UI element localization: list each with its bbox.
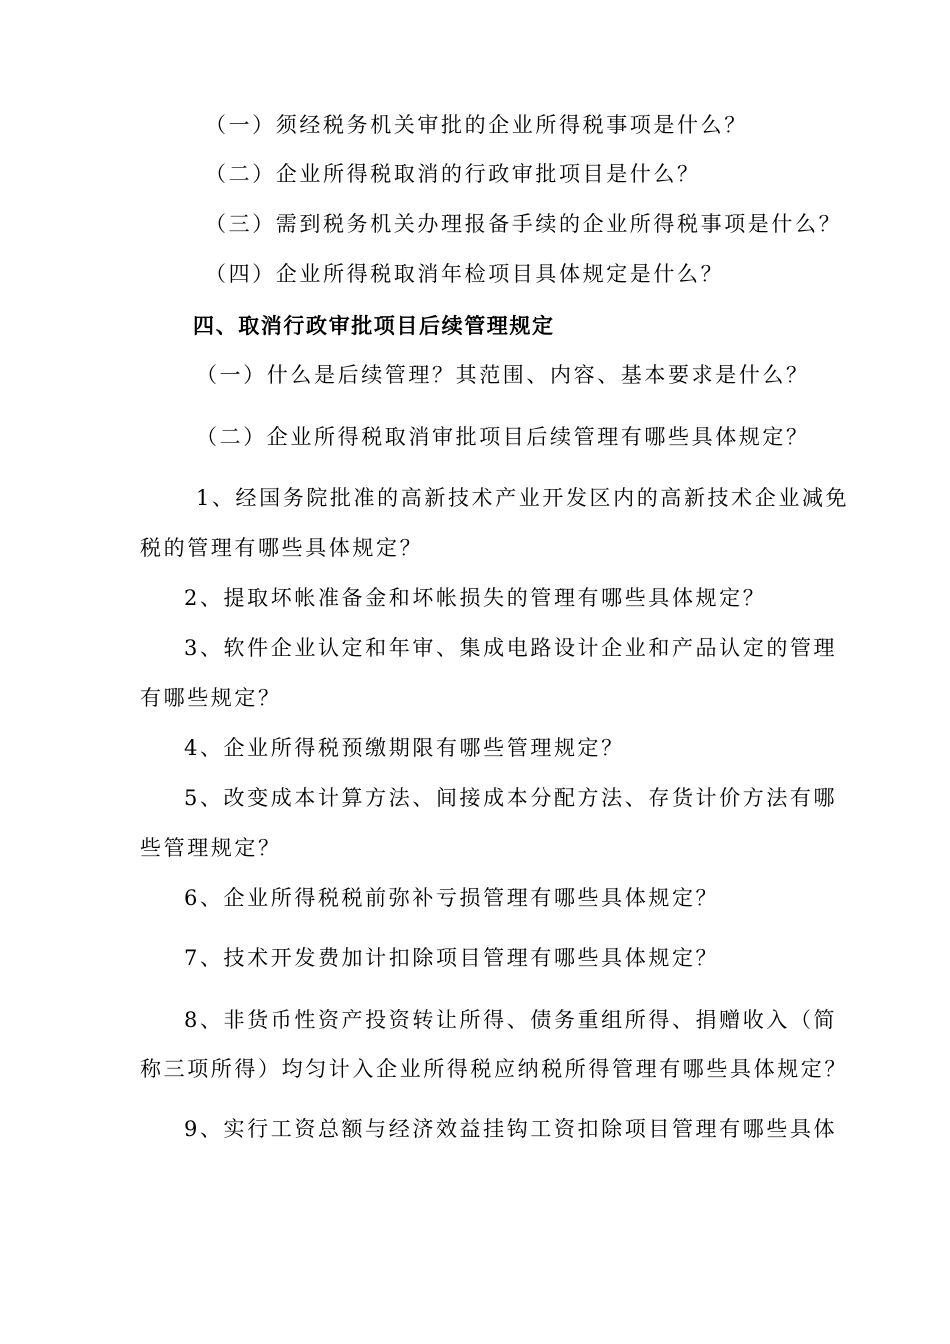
section-heading: 四、取消行政审批项目后续管理规定 (193, 313, 555, 338)
question-line: （二）企业所得税取消的行政审批项目是什么？ (205, 162, 701, 186)
numbered-item-line: 3、软件企业认定和年审、集成电路设计企业和产品认定的管理 (184, 636, 838, 660)
numbered-item-continuation: 税的管理有哪些具体规定？ (140, 536, 424, 560)
numbered-item-continuation: 有哪些规定？ (140, 686, 282, 710)
question-line: （二）企业所得税取消审批项目后续管理有哪些具体规定？ (196, 425, 810, 449)
numbered-item-line: 4、企业所得税预缴期限有哪些管理规定？ (184, 736, 625, 760)
numbered-item-continuation: 些管理规定？ (140, 836, 282, 860)
question-line: （一）什么是后续管理？其范围、内容、基本要求是什么？ (196, 363, 810, 387)
numbered-item-line: 7、技术开发费加计扣除项目管理有哪些具体规定？ (184, 946, 720, 970)
question-line: （一）须经税务机关审批的企业所得税事项是什么？ (205, 113, 748, 137)
numbered-item-line: 1、经国务院批准的高新技术产业开发区内的高新技术企业减免 (196, 486, 850, 510)
numbered-item-line: 5、改变成本计算方法、间接成本分配方法、存货计价方法有哪 (184, 786, 838, 810)
numbered-item-line: 8、非货币性资产投资转让所得、债务重组所得、捐赠收入（简 (184, 1008, 838, 1032)
numbered-item-line: 2、提取坏帐准备金和坏帐损失的管理有哪些具体规定？ (184, 586, 767, 610)
numbered-item-line: 6、企业所得税税前弥补亏损管理有哪些具体规定？ (184, 886, 720, 910)
question-line: （三）需到税务机关办理报备手续的企业所得税事项是什么？ (205, 212, 843, 236)
question-line: （四）企业所得税取消年检项目具体规定是什么？ (205, 262, 725, 286)
numbered-item-continuation: 称三项所得）均匀计入企业所得税应纳税所得管理有哪些具体规定？ (140, 1057, 848, 1081)
numbered-item-line: 9、实行工资总额与经济效益挂钩工资扣除项目管理有哪些具体 (184, 1117, 838, 1141)
